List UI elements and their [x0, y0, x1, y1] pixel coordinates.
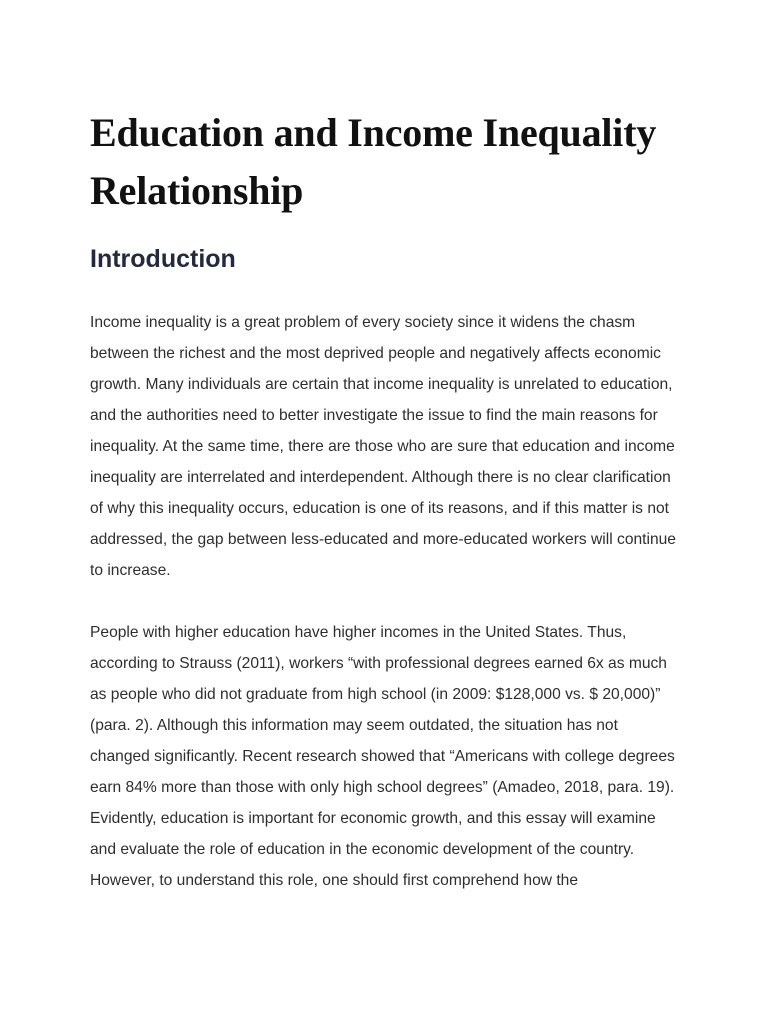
section-heading-introduction: Introduction	[90, 245, 236, 273]
document-title: Education and Income Inequality Relationship	[90, 110, 657, 213]
paragraph-2: People with higher education have higher incomes in the United States. Thus, according to Strauss (2011), workers “with professional degrees earned 6x as much as people who did not graduate from high school (in 2009: $128,000 vs. $ 20,000)” (para. 2). Although this information may seem outdated, the situation has not changed significantly. Recent research showed that “Americans with college degrees earn 84% more than those with only high school degrees” (Amadeo, 2018, para. 19). Evidently, education is important for economic growth, and this essay will examine and evaluate the role of education in the economic development of the country. However, to understand this role, one should first comprehend how the	[90, 624, 675, 889]
paragraph-1: Income inequality is a great problem of every society since it widens the chasm between the richest and the most deprived people and negatively affects economic growth. Many individuals are certain that income inequality is unrelated to education, and the authorities need to better investigate the issue to find the main reasons for inequality. At the same time, there are those who are sure that education and income inequality are interrelated and interdependent. Although there is no clear clarification of why this inequality occurs, education is one of its reasons, and if this matter is not addressed, the gap between less-educated and more-educated workers will continue to increase.	[90, 314, 676, 579]
document-content	[90, 104, 680, 896]
